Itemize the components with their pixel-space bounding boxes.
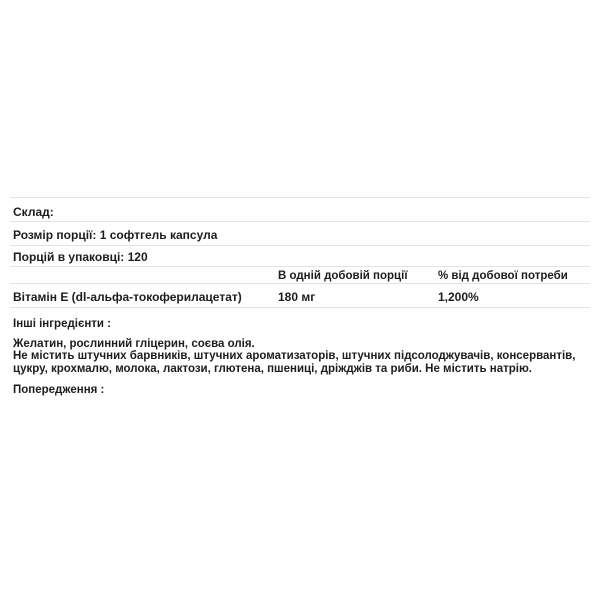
nutrient-name: Вітамін E (dl-альфа-токоферилацетат): [13, 290, 242, 304]
divider: [10, 266, 590, 267]
serving-size-row-label: Розмір порції: 1 софтгель капсула: [13, 228, 218, 242]
column-header-amount-per-serving: В одній добовій порції: [278, 270, 408, 282]
nutrient-daily-value: 1,200%: [438, 290, 479, 304]
other-ingredients-line1: Желатин, рослинний гліцерин, соєва олія.: [13, 338, 255, 350]
other-ingredients-text: [13, 338, 591, 375]
nutrient-amount: 180 мг: [278, 290, 316, 304]
divider: [10, 283, 590, 284]
other-ingredients-line2: Не містить штучних барвників, штучних ароматизаторів, штучних підсолоджувачів, консервантів, цукру, крохмалю, молока, лактози, глютена, пшениці, дріжджів та риби. Не містить натрію.: [13, 350, 576, 375]
divider: [10, 245, 590, 246]
divider: [10, 221, 590, 222]
column-header-daily-value: % від добової потреби: [438, 270, 568, 282]
composition-row-label: Склад:: [13, 205, 54, 219]
warnings-heading: Попередження :: [13, 384, 105, 396]
divider: [10, 307, 590, 308]
servings-per-container-row-label: Порцій в упаковці: 120: [13, 250, 148, 264]
other-ingredients-heading: Інші інгредієнти :: [13, 318, 111, 330]
divider: [10, 197, 590, 198]
